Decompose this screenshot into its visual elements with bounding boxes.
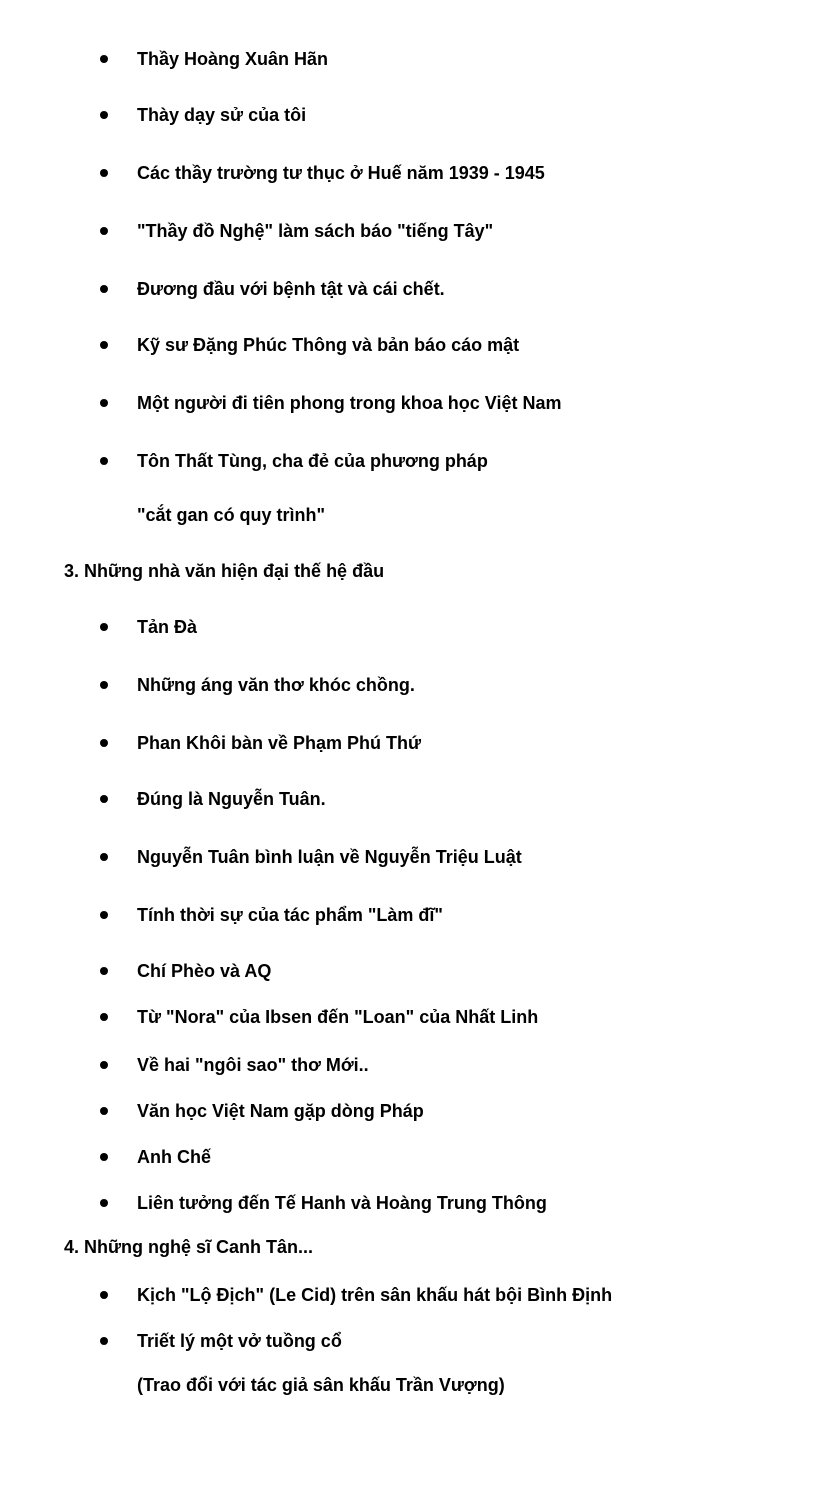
list-item-continuation: (Trao đổi với tác giả sân khấu Trần Vượng) <box>137 1375 505 1395</box>
list-item: Các thầy trường tư thục ở Huế năm 1939 - 1945 <box>137 163 545 183</box>
list-item: Những áng văn thơ khóc chồng. <box>137 675 415 695</box>
list-bullet <box>100 341 108 349</box>
list-item: Từ "Nora" của Ibsen đến "Loan" của Nhất Linh <box>137 1007 539 1027</box>
list-bullet <box>100 399 108 407</box>
list-bullet <box>100 169 108 177</box>
list-bullet <box>100 457 108 465</box>
list-bullet <box>100 623 108 631</box>
list-item: Đúng là Nguyễn Tuân. <box>137 789 326 809</box>
list-bullet <box>100 1291 108 1299</box>
list-bullet <box>100 227 108 235</box>
list-bullet <box>100 911 108 919</box>
list-item: Kịch "Lộ Địch" (Le Cid) trên sân khấu hát bội Bình Định <box>137 1285 613 1305</box>
section-heading: 3. Những nhà văn hiện đại thế hệ đầu <box>64 561 385 581</box>
list-bullet <box>100 1337 108 1345</box>
list-item: Văn học Việt Nam gặp dòng Pháp <box>137 1101 424 1121</box>
list-bullet <box>100 1199 108 1207</box>
list-bullet <box>100 795 108 803</box>
list-bullet <box>100 55 108 63</box>
list-item: Triết lý một vở tuồng cổ <box>137 1331 342 1351</box>
list-bullet <box>100 967 108 975</box>
list-item-continuation: "cắt gan có quy trình" <box>137 505 326 525</box>
list-bullet <box>100 1061 108 1069</box>
list-item: Đương đầu với bệnh tật và cái chết. <box>137 279 445 299</box>
list-bullet <box>100 1013 108 1021</box>
list-bullet <box>100 739 108 747</box>
list-item: Tản Đà <box>137 617 198 637</box>
list-bullet <box>100 1153 108 1161</box>
list-item: Về hai "ngôi sao" thơ Mới.. <box>137 1055 369 1075</box>
list-item: "Thầy đồ Nghệ" làm sách báo "tiếng Tây" <box>137 221 494 241</box>
list-item: Thầy Hoàng Xuân Hãn <box>137 49 329 69</box>
list-bullet <box>100 681 108 689</box>
list-bullet <box>100 853 108 861</box>
list-item: Phan Khôi bàn về Phạm Phú Thứ <box>137 733 422 753</box>
list-item: Một người đi tiên phong trong khoa học Việt Nam <box>137 393 562 413</box>
section-heading: 4. Những nghệ sĩ Canh Tân... <box>64 1237 314 1257</box>
list-item: Thày dạy sử của tôi <box>137 105 307 125</box>
list-item: Nguyễn Tuân bình luận về Nguyễn Triệu Luật <box>137 847 522 867</box>
list-item: Kỹ sư Đặng Phúc Thông và bản báo cáo mật <box>137 335 520 355</box>
list-bullet <box>100 1107 108 1115</box>
list-item: Anh Chế <box>137 1147 211 1167</box>
list-item: Tôn Thất Tùng, cha đẻ của phương pháp <box>137 451 488 471</box>
list-bullet <box>100 285 108 293</box>
list-item: Tính thời sự của tác phẩm "Làm đĩ" <box>137 905 443 925</box>
list-item: Liên tưởng đến Tế Hanh và Hoàng Trung Thông <box>137 1193 547 1213</box>
list-item: Chí Phèo và AQ <box>137 961 272 981</box>
list-bullet <box>100 111 108 119</box>
